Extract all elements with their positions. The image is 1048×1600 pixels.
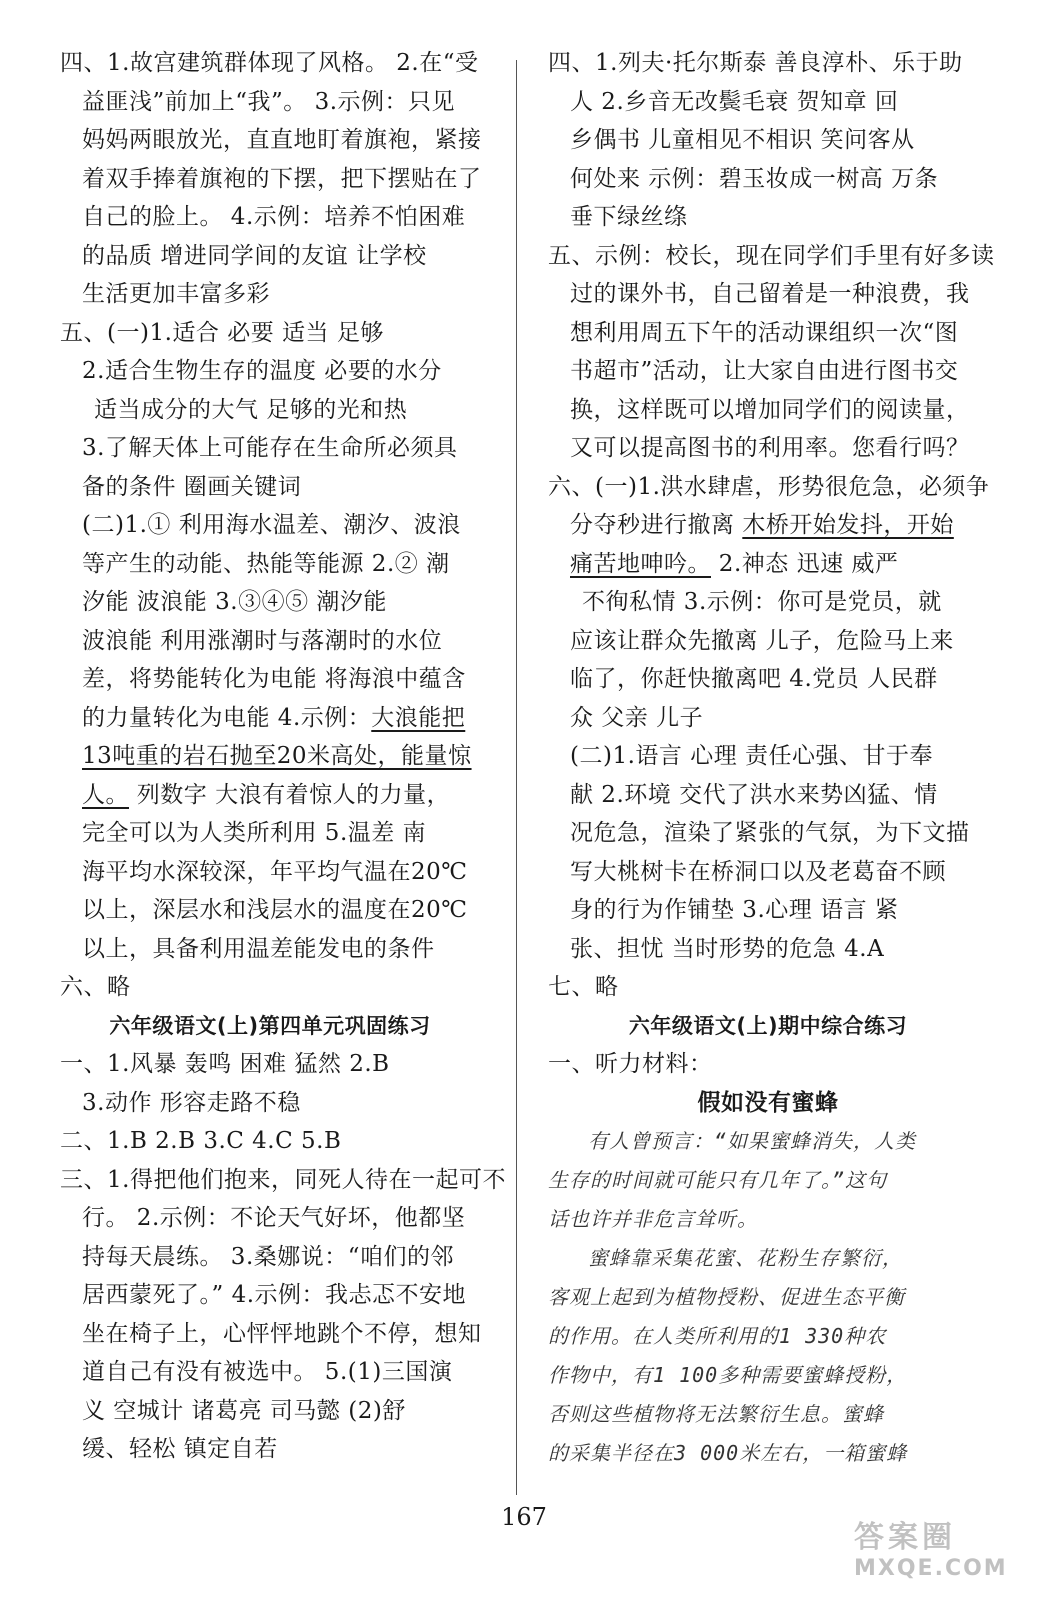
text-line bbox=[548, 468, 988, 507]
line-text: 七、略 bbox=[548, 974, 619, 1000]
line-text: 三、1.得把他们抱来，同死人待在一起可不 bbox=[60, 1166, 506, 1193]
line-text: 备的条件 圈画关键词 bbox=[82, 473, 302, 500]
line-text: 写大桃树卡在桥洞口以及老葛奋不顾 bbox=[570, 858, 946, 885]
underlined-text: 木桥开始发抖，开始 bbox=[742, 512, 954, 538]
text-line bbox=[548, 660, 988, 699]
text-line bbox=[60, 1315, 480, 1354]
line-text: 海平均水深较深，年平均气温在20℃ bbox=[82, 858, 468, 885]
text-line bbox=[548, 198, 988, 237]
line-text: 缓、轻松 镇定自若 bbox=[82, 1436, 278, 1462]
line-text: 四、1.故宫建筑群体现了风格。 2.在“受 bbox=[60, 50, 479, 76]
line-text: 2.适合生物生存的温度 必要的水分 bbox=[82, 358, 442, 384]
line-text: 想利用周五下午的活动课组织一次“图 bbox=[570, 319, 959, 346]
line-text: 蜜蜂靠采集花蜜、花粉生存繁衍， bbox=[588, 1246, 903, 1270]
right-column bbox=[548, 44, 995, 1473]
text-line bbox=[60, 83, 480, 122]
line-text: 乡偶书 儿童相见不相识 笑问客从 bbox=[570, 127, 915, 153]
text-line bbox=[60, 1007, 480, 1046]
right-column-text bbox=[548, 44, 995, 1122]
line-text: 的品质 增进同学间的友谊 让学校 bbox=[82, 242, 427, 269]
text-line bbox=[60, 160, 480, 199]
text-line bbox=[60, 198, 480, 237]
text-line bbox=[60, 1161, 506, 1200]
line-text: 差，将势能转化为电能 将海浪中蕴含 bbox=[82, 666, 466, 692]
line-text: 人 2.乡音无改鬓毛衰 贺知章 回 bbox=[570, 88, 899, 115]
text-line bbox=[60, 1045, 480, 1084]
text-line bbox=[548, 1161, 988, 1200]
text-line bbox=[60, 737, 480, 776]
text-line bbox=[60, 622, 480, 661]
line-text: 一、听力材料： bbox=[548, 1051, 713, 1077]
underlined-text: 13吨重的岩石抛至20米高处，能量惊 bbox=[82, 743, 472, 769]
text-line bbox=[548, 1007, 988, 1046]
line-text: 自己的脸上。 4.示例：培养不怕困难 bbox=[82, 204, 466, 230]
line-text: 有人曾预言：“如果蜜蜂消失，人类 bbox=[588, 1129, 917, 1153]
text-line bbox=[60, 1392, 480, 1431]
text-line bbox=[60, 776, 480, 815]
line-text: 话也许并非危言耸听。 bbox=[548, 1207, 758, 1231]
text-line bbox=[548, 506, 988, 545]
line-text: 生活更加丰富多彩 bbox=[82, 281, 270, 307]
line-text: 的作用。在人类所利用的1 330种农 bbox=[548, 1324, 887, 1348]
text-line bbox=[60, 968, 480, 1007]
line-text: 六、略 bbox=[60, 974, 131, 1000]
text-line bbox=[548, 1200, 988, 1239]
text-line bbox=[60, 391, 480, 430]
text-line bbox=[548, 121, 988, 160]
text-line bbox=[548, 776, 988, 815]
text-line bbox=[60, 237, 480, 276]
text-line bbox=[548, 1356, 988, 1395]
text-line bbox=[548, 814, 988, 853]
listening-material-passage bbox=[548, 1122, 988, 1473]
line-text: 何处来 示例：碧玉妆成一树高 万条 bbox=[570, 165, 939, 192]
line-text: 二、1.B 2.B 3.C 4.C 5.B bbox=[60, 1128, 342, 1154]
text-line bbox=[548, 968, 988, 1007]
line-text: 众 父亲 儿子 bbox=[570, 704, 704, 731]
line-text: 的力量转化为电能 4.示例： bbox=[82, 704, 372, 731]
text-line bbox=[548, 853, 988, 892]
line-text: 况危急，渲染了紧张的气氛，为下文描 bbox=[570, 820, 970, 846]
line-text: 波浪能 利用涨潮时与落潮时的水位 bbox=[82, 627, 443, 654]
text-line bbox=[548, 429, 988, 468]
line-text: 适当成分的大气 足够的光和热 bbox=[94, 396, 408, 423]
watermark-bottom-text: MXQE.COM bbox=[854, 1556, 1008, 1581]
text-line bbox=[60, 583, 480, 622]
line-text: 3.了解天体上可能存在生命所必须具 bbox=[82, 435, 458, 461]
text-line bbox=[60, 1238, 480, 1277]
column-divider bbox=[516, 60, 517, 1495]
underlined-text: 痛苦地呻吟。 bbox=[570, 550, 711, 577]
line-text: 以上，深层水和浅层水的温度在20℃ bbox=[82, 897, 468, 923]
line-text: 的采集半径在3 000米左右，一箱蜜蜂 bbox=[548, 1441, 908, 1465]
text-line bbox=[548, 699, 988, 738]
text-line bbox=[60, 314, 480, 353]
line-text: 临了，你赶快撤离吧 4.党员 人民群 bbox=[570, 666, 938, 692]
text-line bbox=[548, 237, 995, 276]
text-line bbox=[60, 853, 480, 892]
line-text: (二)1.语言 心理 责任心强、甘于奉 bbox=[570, 743, 934, 769]
text-line bbox=[548, 1122, 988, 1161]
text-line bbox=[60, 121, 480, 160]
line-text: 作物中，有1 100多种需要蜜蜂授粉， bbox=[548, 1363, 908, 1387]
watermark-logo bbox=[854, 1520, 1008, 1590]
line-text: 分夺秒进行撤离 bbox=[570, 512, 743, 538]
line-text: 五、示例：校长，现在同学们手里有好多读 bbox=[548, 242, 995, 269]
text-line bbox=[548, 583, 988, 622]
text-line bbox=[60, 44, 480, 83]
line-text: 益匪浅”前加上“我”。 3.示例：只见 bbox=[82, 88, 456, 115]
line-text: 居西蒙死了。” 4.示例：我忐忑不安地 bbox=[82, 1282, 467, 1308]
underlined-text: 大浪能把 bbox=[371, 704, 466, 731]
line-text: 着双手捧着旗袍的下摆，把下摆贴在了 bbox=[82, 165, 482, 192]
text-line bbox=[60, 429, 480, 468]
text-line bbox=[60, 1430, 480, 1469]
text-line bbox=[548, 83, 988, 122]
text-line bbox=[548, 314, 988, 353]
line-text: 献 2.环境 交代了洪水来势凶猛、情 bbox=[570, 781, 938, 808]
line-text: 列数字 大浪有着惊人的力量， bbox=[129, 781, 451, 808]
text-line bbox=[60, 275, 480, 314]
line-text: 汐能 波浪能 3.③④⑤ 潮汐能 bbox=[82, 589, 387, 615]
text-line bbox=[60, 545, 480, 584]
line-text: 应该让群众先撤离 儿子，危险马上来 bbox=[570, 627, 954, 654]
line-text: 四、1.列夫·托尔斯泰 善良淳朴、乐于助 bbox=[548, 50, 963, 76]
text-line bbox=[548, 1395, 988, 1434]
line-text: 行。 2.示例：不论天气好坏，他都坚 bbox=[82, 1205, 466, 1231]
line-text: 一、1.风暴 轰鸣 困难 猛然 2.B bbox=[60, 1051, 390, 1077]
line-text: 持每天晨练。 3.桑娜说：“咱们的邻 bbox=[82, 1243, 455, 1270]
text-line bbox=[548, 1434, 988, 1473]
watermark-top-text: 答案圈 bbox=[854, 1520, 956, 1555]
text-line bbox=[548, 545, 988, 584]
text-line bbox=[60, 1353, 480, 1392]
line-text: 六年级语文(上)期中综合练习 bbox=[628, 1013, 908, 1038]
line-text: 生存的时间就可能只有几年了。”这句 bbox=[548, 1168, 888, 1192]
text-line bbox=[548, 622, 988, 661]
text-line bbox=[548, 160, 988, 199]
line-text: 2.神态 迅速 威严 bbox=[711, 550, 899, 577]
text-line bbox=[548, 930, 988, 969]
line-text: 书超市”活动，让大家自由进行图书交 bbox=[570, 358, 959, 384]
text-line bbox=[548, 44, 988, 83]
text-line bbox=[548, 1278, 988, 1317]
line-text: 3.动作 形容走路不稳 bbox=[82, 1089, 301, 1116]
line-text: 否则这些植物将无法繁衍生息。蜜蜂 bbox=[548, 1402, 884, 1426]
line-text: 不徇私情 3.示例：你可是党员，就 bbox=[582, 589, 942, 615]
line-text: 六、(一)1.洪水肆虐，形势很危急，必须争 bbox=[548, 473, 990, 500]
line-text: 等产生的动能、热能等能源 2.② 潮 bbox=[82, 550, 450, 577]
line-text: 道自己有没有被选中。 5.(1)三国演 bbox=[82, 1359, 453, 1385]
line-text: 完全可以为人类所利用 5.温差 南 bbox=[82, 820, 427, 846]
line-text: 以上，具备利用温差能发电的条件 bbox=[82, 935, 435, 962]
text-line bbox=[548, 1239, 988, 1278]
text-line bbox=[548, 275, 988, 314]
text-line bbox=[60, 506, 480, 545]
left-column bbox=[60, 44, 506, 1469]
text-line bbox=[548, 391, 988, 430]
line-text: 换，这样既可以增加同学们的阅读量， bbox=[570, 396, 970, 423]
line-text: 又可以提高图书的利用率。您看行吗？ bbox=[570, 435, 970, 461]
line-text: 假如没有蜜蜂 bbox=[697, 1088, 839, 1116]
line-text: 张、担忧 当时形势的危急 4.A bbox=[570, 935, 885, 962]
text-line bbox=[60, 891, 480, 930]
text-line bbox=[548, 737, 988, 776]
text-line bbox=[548, 891, 988, 930]
line-text: 六年级语文(上)第四单元巩固练习 bbox=[109, 1013, 431, 1038]
line-text: 妈妈两眼放光，直直地盯着旗袍，紧接 bbox=[82, 127, 482, 153]
text-line bbox=[548, 352, 988, 391]
line-text: 五、(一)1.适合 必要 适当 足够 bbox=[60, 319, 384, 346]
text-line bbox=[60, 1122, 480, 1161]
text-line bbox=[60, 930, 480, 969]
text-line bbox=[548, 1045, 988, 1084]
text-line bbox=[60, 1276, 480, 1315]
underlined-text: 人。 bbox=[82, 781, 129, 808]
text-line bbox=[60, 1199, 480, 1238]
text-line bbox=[548, 1317, 988, 1356]
line-text: (二)1.① 利用海水温差、潮汐、波浪 bbox=[82, 512, 461, 538]
text-line bbox=[548, 1084, 988, 1123]
line-text: 垂下绿丝绦 bbox=[570, 204, 688, 230]
text-line bbox=[60, 352, 480, 391]
text-line bbox=[60, 1084, 480, 1123]
line-text: 坐在椅子上，心怦怦地跳个不停，想知 bbox=[82, 1320, 482, 1347]
line-text: 身的行为作铺垫 3.心理 语言 紧 bbox=[570, 897, 899, 923]
page-number: 167 bbox=[501, 1503, 547, 1531]
line-text: 客观上起到为植物授粉、促进生态平衡 bbox=[548, 1285, 905, 1309]
text-line bbox=[60, 660, 480, 699]
line-text: 义 空城计 诸葛亮 司马懿 (2)舒 bbox=[82, 1397, 406, 1424]
line-text: 过的课外书，自己留着是一种浪费，我 bbox=[570, 281, 970, 307]
text-line bbox=[60, 468, 480, 507]
text-line bbox=[60, 814, 480, 853]
text-line bbox=[60, 699, 480, 738]
